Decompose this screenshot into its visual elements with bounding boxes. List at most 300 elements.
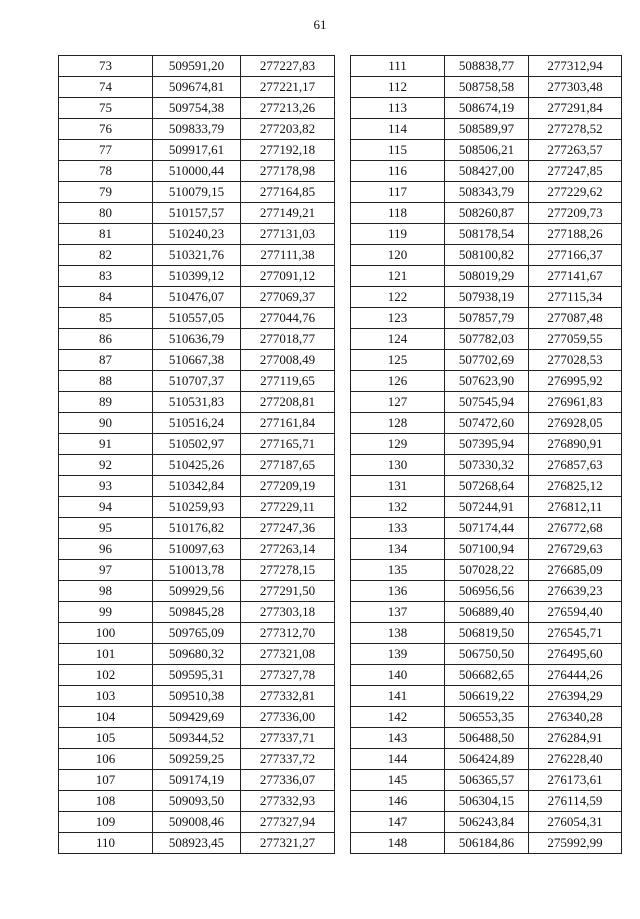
point-number-cell: 138 [351, 623, 445, 644]
point-number-cell: 79 [59, 182, 153, 203]
x-coordinate-cell: 510399,12 [153, 266, 241, 287]
y-coordinate-cell: 277149,21 [241, 203, 335, 224]
point-number-cell: 76 [59, 119, 153, 140]
x-coordinate-cell: 506819,50 [445, 623, 529, 644]
y-coordinate-cell: 276928,05 [529, 413, 622, 434]
x-coordinate-cell: 509259,25 [153, 749, 241, 770]
table-row [351, 287, 622, 308]
y-coordinate-cell: 277227,83 [241, 56, 335, 77]
table-row [59, 392, 335, 413]
point-number-cell: 130 [351, 455, 445, 476]
x-coordinate-cell: 509008,46 [153, 812, 241, 833]
table-row [59, 623, 335, 644]
point-number-cell: 123 [351, 308, 445, 329]
x-coordinate-cell: 506243,84 [445, 812, 529, 833]
x-coordinate-cell: 507174,44 [445, 518, 529, 539]
table-row [59, 497, 335, 518]
table-row [59, 203, 335, 224]
x-coordinate-cell: 510667,38 [153, 350, 241, 371]
x-coordinate-cell: 510013,78 [153, 560, 241, 581]
y-coordinate-cell: 277131,03 [241, 224, 335, 245]
point-number-cell: 146 [351, 791, 445, 812]
y-coordinate-cell: 276173,61 [529, 770, 622, 791]
point-number-cell: 120 [351, 245, 445, 266]
point-number-cell: 136 [351, 581, 445, 602]
table-row [351, 581, 622, 602]
point-number-cell: 121 [351, 266, 445, 287]
table-row [351, 98, 622, 119]
y-coordinate-cell: 276114,59 [529, 791, 622, 812]
y-coordinate-cell: 277161,84 [241, 413, 335, 434]
table-row [351, 812, 622, 833]
table-row [59, 182, 335, 203]
x-coordinate-cell: 507623,90 [445, 371, 529, 392]
y-coordinate-cell: 276394,29 [529, 686, 622, 707]
y-coordinate-cell: 276729,63 [529, 539, 622, 560]
point-number-cell: 134 [351, 539, 445, 560]
point-number-cell: 106 [59, 749, 153, 770]
x-coordinate-cell: 508178,54 [445, 224, 529, 245]
x-coordinate-cell: 510425,26 [153, 455, 241, 476]
point-number-cell: 89 [59, 392, 153, 413]
x-coordinate-cell: 509674,81 [153, 77, 241, 98]
table-row [351, 245, 622, 266]
table-row [351, 623, 622, 644]
x-coordinate-cell: 509929,56 [153, 581, 241, 602]
point-number-cell: 142 [351, 707, 445, 728]
y-coordinate-cell: 276825,12 [529, 476, 622, 497]
table-row [59, 266, 335, 287]
y-coordinate-cell: 277059,55 [529, 329, 622, 350]
y-coordinate-cell: 277336,00 [241, 707, 335, 728]
table-row [59, 644, 335, 665]
table-row [351, 371, 622, 392]
x-coordinate-cell: 508923,45 [153, 833, 241, 854]
x-coordinate-cell: 509344,52 [153, 728, 241, 749]
x-coordinate-cell: 510707,37 [153, 371, 241, 392]
table-row [351, 329, 622, 350]
x-coordinate-cell: 507100,94 [445, 539, 529, 560]
x-coordinate-cell: 509765,09 [153, 623, 241, 644]
y-coordinate-cell: 277303,48 [529, 77, 622, 98]
y-coordinate-cell: 277178,98 [241, 161, 335, 182]
x-coordinate-cell: 510476,07 [153, 287, 241, 308]
y-coordinate-cell: 277165,71 [241, 434, 335, 455]
x-coordinate-cell: 507702,69 [445, 350, 529, 371]
y-coordinate-cell: 277291,50 [241, 581, 335, 602]
table-row [59, 140, 335, 161]
point-number-cell: 84 [59, 287, 153, 308]
point-number-cell: 141 [351, 686, 445, 707]
point-number-cell: 108 [59, 791, 153, 812]
point-number-cell: 119 [351, 224, 445, 245]
x-coordinate-cell: 506956,56 [445, 581, 529, 602]
x-coordinate-cell: 507244,91 [445, 497, 529, 518]
y-coordinate-cell: 277312,70 [241, 623, 335, 644]
table-row [59, 602, 335, 623]
table-row [59, 371, 335, 392]
table-row [351, 707, 622, 728]
y-coordinate-cell: 277213,26 [241, 98, 335, 119]
y-coordinate-cell: 277008,49 [241, 350, 335, 371]
y-coordinate-cell: 276284,91 [529, 728, 622, 749]
point-number-cell: 147 [351, 812, 445, 833]
y-coordinate-cell: 277247,85 [529, 161, 622, 182]
y-coordinate-cell: 277209,73 [529, 203, 622, 224]
y-coordinate-cell: 277247,36 [241, 518, 335, 539]
table-row [59, 833, 335, 854]
table-row [351, 644, 622, 665]
y-coordinate-cell: 277018,77 [241, 329, 335, 350]
table-row [351, 350, 622, 371]
y-coordinate-cell: 277166,37 [529, 245, 622, 266]
table-row [351, 749, 622, 770]
y-coordinate-cell: 277091,12 [241, 266, 335, 287]
y-coordinate-cell: 277337,71 [241, 728, 335, 749]
x-coordinate-cell: 507028,22 [445, 560, 529, 581]
point-number-cell: 88 [59, 371, 153, 392]
table-row [59, 434, 335, 455]
point-number-cell: 85 [59, 308, 153, 329]
y-coordinate-cell: 277263,57 [529, 140, 622, 161]
table-row [59, 56, 335, 77]
point-number-cell: 132 [351, 497, 445, 518]
y-coordinate-cell: 275992,99 [529, 833, 622, 854]
x-coordinate-cell: 506619,22 [445, 686, 529, 707]
point-number-cell: 133 [351, 518, 445, 539]
x-coordinate-cell: 506488,50 [445, 728, 529, 749]
table-row [351, 392, 622, 413]
point-number-cell: 102 [59, 665, 153, 686]
point-number-cell: 137 [351, 602, 445, 623]
point-number-cell: 115 [351, 140, 445, 161]
point-number-cell: 100 [59, 623, 153, 644]
point-number-cell: 122 [351, 287, 445, 308]
point-number-cell: 118 [351, 203, 445, 224]
x-coordinate-cell: 510321,76 [153, 245, 241, 266]
table-row [59, 287, 335, 308]
table-row [59, 770, 335, 791]
table-row [351, 770, 622, 791]
y-coordinate-cell: 277332,81 [241, 686, 335, 707]
x-coordinate-cell: 507330,32 [445, 455, 529, 476]
y-coordinate-cell: 277119,65 [241, 371, 335, 392]
point-number-cell: 91 [59, 434, 153, 455]
table-row [351, 56, 622, 77]
table-row [351, 497, 622, 518]
point-number-cell: 111 [351, 56, 445, 77]
point-number-cell: 83 [59, 266, 153, 287]
table-row [351, 308, 622, 329]
table-row [351, 476, 622, 497]
y-coordinate-cell: 277303,18 [241, 602, 335, 623]
table-row [351, 518, 622, 539]
table-row [59, 812, 335, 833]
y-coordinate-cell: 277336,07 [241, 770, 335, 791]
y-coordinate-cell: 276495,60 [529, 644, 622, 665]
table-row [59, 476, 335, 497]
table-row [351, 182, 622, 203]
table-row [59, 581, 335, 602]
table-row [351, 602, 622, 623]
x-coordinate-cell: 508506,21 [445, 140, 529, 161]
x-coordinate-cell: 506365,57 [445, 770, 529, 791]
y-coordinate-cell: 277337,72 [241, 749, 335, 770]
x-coordinate-cell: 509845,28 [153, 602, 241, 623]
coordinates-table-right [350, 55, 622, 854]
x-coordinate-cell: 509174,19 [153, 770, 241, 791]
x-coordinate-cell: 510502,97 [153, 434, 241, 455]
coordinates-table-left [58, 55, 335, 854]
x-coordinate-cell: 509591,20 [153, 56, 241, 77]
point-number-cell: 127 [351, 392, 445, 413]
y-coordinate-cell: 277332,93 [241, 791, 335, 812]
point-number-cell: 74 [59, 77, 153, 98]
point-number-cell: 125 [351, 350, 445, 371]
table-row [59, 308, 335, 329]
table-row [351, 140, 622, 161]
point-number-cell: 114 [351, 119, 445, 140]
x-coordinate-cell: 507857,79 [445, 308, 529, 329]
table-row [351, 413, 622, 434]
y-coordinate-cell: 277164,85 [241, 182, 335, 203]
point-number-cell: 135 [351, 560, 445, 581]
x-coordinate-cell: 507472,60 [445, 413, 529, 434]
table-row [59, 77, 335, 98]
point-number-cell: 93 [59, 476, 153, 497]
x-coordinate-cell: 509510,38 [153, 686, 241, 707]
y-coordinate-cell: 277028,53 [529, 350, 622, 371]
y-coordinate-cell: 276054,31 [529, 812, 622, 833]
y-coordinate-cell: 277192,18 [241, 140, 335, 161]
y-coordinate-cell: 277327,78 [241, 665, 335, 686]
x-coordinate-cell: 508758,58 [445, 77, 529, 98]
x-coordinate-cell: 507938,19 [445, 287, 529, 308]
y-coordinate-cell: 276685,09 [529, 560, 622, 581]
table-row [59, 665, 335, 686]
point-number-cell: 128 [351, 413, 445, 434]
point-number-cell: 145 [351, 770, 445, 791]
y-coordinate-cell: 277321,08 [241, 644, 335, 665]
table-row [59, 791, 335, 812]
x-coordinate-cell: 508589,97 [445, 119, 529, 140]
point-number-cell: 92 [59, 455, 153, 476]
table-row [59, 455, 335, 476]
table-row [351, 455, 622, 476]
x-coordinate-cell: 510259,93 [153, 497, 241, 518]
x-coordinate-cell: 510097,63 [153, 539, 241, 560]
point-number-cell: 109 [59, 812, 153, 833]
y-coordinate-cell: 277278,52 [529, 119, 622, 140]
point-number-cell: 112 [351, 77, 445, 98]
table-row [59, 329, 335, 350]
point-number-cell: 78 [59, 161, 153, 182]
x-coordinate-cell: 510079,15 [153, 182, 241, 203]
point-number-cell: 143 [351, 728, 445, 749]
x-coordinate-cell: 507268,64 [445, 476, 529, 497]
point-number-cell: 129 [351, 434, 445, 455]
table-row [351, 77, 622, 98]
table-row [59, 98, 335, 119]
point-number-cell: 99 [59, 602, 153, 623]
point-number-cell: 105 [59, 728, 153, 749]
y-coordinate-cell: 276772,68 [529, 518, 622, 539]
table-row [59, 707, 335, 728]
y-coordinate-cell: 276639,23 [529, 581, 622, 602]
table-row [351, 665, 622, 686]
point-number-cell: 95 [59, 518, 153, 539]
point-number-cell: 77 [59, 140, 153, 161]
x-coordinate-cell: 510240,23 [153, 224, 241, 245]
y-coordinate-cell: 276444,26 [529, 665, 622, 686]
x-coordinate-cell: 509917,61 [153, 140, 241, 161]
point-number-cell: 103 [59, 686, 153, 707]
point-number-cell: 101 [59, 644, 153, 665]
table-row [351, 728, 622, 749]
x-coordinate-cell: 510516,24 [153, 413, 241, 434]
x-coordinate-cell: 510176,82 [153, 518, 241, 539]
point-number-cell: 110 [59, 833, 153, 854]
x-coordinate-cell: 506184,86 [445, 833, 529, 854]
y-coordinate-cell: 277069,37 [241, 287, 335, 308]
point-number-cell: 96 [59, 539, 153, 560]
table-row [351, 203, 622, 224]
y-coordinate-cell: 277291,84 [529, 98, 622, 119]
point-number-cell: 73 [59, 56, 153, 77]
table-row [351, 686, 622, 707]
point-number-cell: 124 [351, 329, 445, 350]
x-coordinate-cell: 506682,65 [445, 665, 529, 686]
table-row [351, 434, 622, 455]
point-number-cell: 98 [59, 581, 153, 602]
x-coordinate-cell: 508100,82 [445, 245, 529, 266]
x-coordinate-cell: 509595,31 [153, 665, 241, 686]
point-number-cell: 82 [59, 245, 153, 266]
point-number-cell: 117 [351, 182, 445, 203]
x-coordinate-cell: 506304,15 [445, 791, 529, 812]
table-row [59, 560, 335, 581]
y-coordinate-cell: 277115,34 [529, 287, 622, 308]
point-number-cell: 139 [351, 644, 445, 665]
x-coordinate-cell: 508674,19 [445, 98, 529, 119]
y-coordinate-cell: 277087,48 [529, 308, 622, 329]
y-coordinate-cell: 277208,81 [241, 392, 335, 413]
y-coordinate-cell: 277044,76 [241, 308, 335, 329]
y-coordinate-cell: 277221,17 [241, 77, 335, 98]
x-coordinate-cell: 506889,40 [445, 602, 529, 623]
x-coordinate-cell: 510000,44 [153, 161, 241, 182]
table-row [59, 413, 335, 434]
x-coordinate-cell: 507782,03 [445, 329, 529, 350]
y-coordinate-cell: 277141,67 [529, 266, 622, 287]
y-coordinate-cell: 277111,38 [241, 245, 335, 266]
x-coordinate-cell: 509754,38 [153, 98, 241, 119]
y-coordinate-cell: 277229,11 [241, 497, 335, 518]
table-row [351, 833, 622, 854]
table-row [59, 161, 335, 182]
table-row [351, 266, 622, 287]
x-coordinate-cell: 509680,32 [153, 644, 241, 665]
point-number-cell: 113 [351, 98, 445, 119]
point-number-cell: 81 [59, 224, 153, 245]
table-row [59, 245, 335, 266]
table-row [59, 224, 335, 245]
y-coordinate-cell: 276961,83 [529, 392, 622, 413]
table-row [351, 119, 622, 140]
x-coordinate-cell: 510636,79 [153, 329, 241, 350]
point-number-cell: 87 [59, 350, 153, 371]
x-coordinate-cell: 509429,69 [153, 707, 241, 728]
y-coordinate-cell: 276857,63 [529, 455, 622, 476]
x-coordinate-cell: 509093,50 [153, 791, 241, 812]
point-number-cell: 104 [59, 707, 153, 728]
page-number: 61 [313, 17, 327, 32]
table-row [351, 560, 622, 581]
point-number-cell: 148 [351, 833, 445, 854]
x-coordinate-cell: 508427,00 [445, 161, 529, 182]
table-row [59, 539, 335, 560]
table-row [351, 161, 622, 182]
table-row [351, 539, 622, 560]
x-coordinate-cell: 508838,77 [445, 56, 529, 77]
table-row [59, 686, 335, 707]
point-number-cell: 80 [59, 203, 153, 224]
x-coordinate-cell: 507395,94 [445, 434, 529, 455]
x-coordinate-cell: 510157,57 [153, 203, 241, 224]
point-number-cell: 126 [351, 371, 445, 392]
x-coordinate-cell: 508343,79 [445, 182, 529, 203]
x-coordinate-cell: 506424,89 [445, 749, 529, 770]
point-number-cell: 116 [351, 161, 445, 182]
point-number-cell: 140 [351, 665, 445, 686]
x-coordinate-cell: 509833,79 [153, 119, 241, 140]
y-coordinate-cell: 277327,94 [241, 812, 335, 833]
x-coordinate-cell: 507545,94 [445, 392, 529, 413]
y-coordinate-cell: 276812,11 [529, 497, 622, 518]
point-number-cell: 90 [59, 413, 153, 434]
x-coordinate-cell: 510342,84 [153, 476, 241, 497]
table-row [59, 749, 335, 770]
table-row [351, 791, 622, 812]
y-coordinate-cell: 276890,91 [529, 434, 622, 455]
x-coordinate-cell: 508019,29 [445, 266, 529, 287]
y-coordinate-cell: 277278,15 [241, 560, 335, 581]
x-coordinate-cell: 506750,50 [445, 644, 529, 665]
point-number-cell: 97 [59, 560, 153, 581]
point-number-cell: 75 [59, 98, 153, 119]
y-coordinate-cell: 276545,71 [529, 623, 622, 644]
y-coordinate-cell: 277263,14 [241, 539, 335, 560]
y-coordinate-cell: 277321,27 [241, 833, 335, 854]
table-row [59, 350, 335, 371]
x-coordinate-cell: 508260,87 [445, 203, 529, 224]
y-coordinate-cell: 277312,94 [529, 56, 622, 77]
table-row [59, 728, 335, 749]
point-number-cell: 86 [59, 329, 153, 350]
y-coordinate-cell: 276995,92 [529, 371, 622, 392]
y-coordinate-cell: 276594,40 [529, 602, 622, 623]
y-coordinate-cell: 277229,62 [529, 182, 622, 203]
point-number-cell: 131 [351, 476, 445, 497]
y-coordinate-cell: 276340,28 [529, 707, 622, 728]
x-coordinate-cell: 510531,83 [153, 392, 241, 413]
y-coordinate-cell: 277188,26 [529, 224, 622, 245]
y-coordinate-cell: 277187,65 [241, 455, 335, 476]
y-coordinate-cell: 277209,19 [241, 476, 335, 497]
y-coordinate-cell: 277203,82 [241, 119, 335, 140]
point-number-cell: 144 [351, 749, 445, 770]
x-coordinate-cell: 506553,35 [445, 707, 529, 728]
